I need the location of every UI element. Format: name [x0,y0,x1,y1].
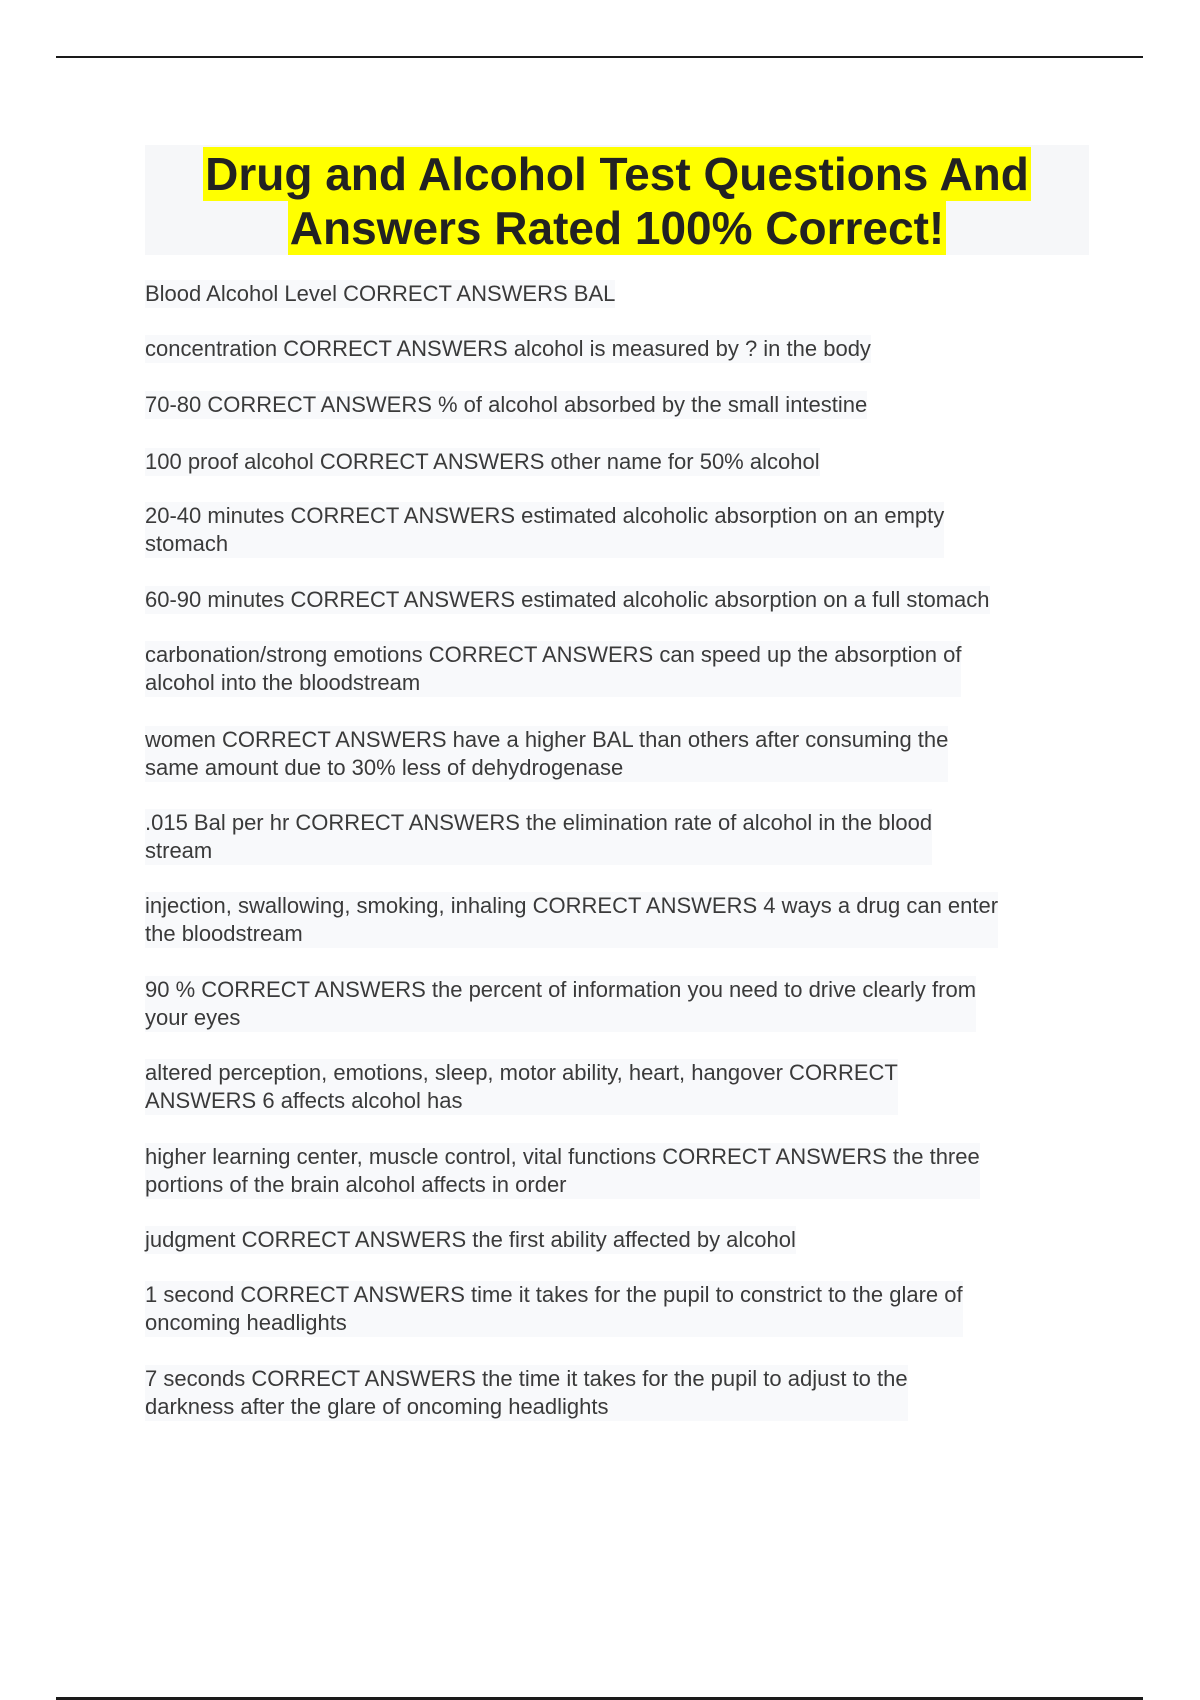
title-line-1: Drug and Alcohol Test Questions And [205,148,1029,200]
qa-item [145,726,948,782]
qa-line: 90 % CORRECT ANSWERS the percent of information you need to drive clearly from [145,977,977,1002]
qa-line: the bloodstream [145,921,303,946]
qa-line: ANSWERS 6 affects alcohol has [145,1088,463,1113]
qa-line: judgment CORRECT ANSWERS the first ability affected by alcohol [145,1227,796,1252]
qa-line: 100 proof alcohol CORRECT ANSWERS other name for 50% alcohol [145,449,820,474]
qa-line: alcohol into the bloodstream [145,670,421,695]
qa-line: darkness after the glare of oncoming headlights [145,1394,609,1419]
qa-item [145,976,976,1032]
qa-line: same amount due to 30% less of dehydrogenase [145,755,624,780]
qa-line: 1 second CORRECT ANSWERS time it takes for the pupil to constrict to the glare of [145,1282,963,1307]
document-title [145,145,1089,255]
qa-item [145,502,944,558]
qa-line: carbonation/strong emotions CORRECT ANSWERS can speed up the absorption of [145,642,962,667]
qa-line: 60-90 minutes CORRECT ANSWERS estimated alcoholic absorption on a full stomach [145,587,990,612]
qa-line: 7 seconds CORRECT ANSWERS the time it takes for the pupil to adjust to the [145,1366,908,1391]
qa-line: concentration CORRECT ANSWERS alcohol is measured by ? in the body [145,336,871,361]
qa-item [145,335,871,363]
qa-line: stream [145,838,213,863]
top-rule [56,56,1143,58]
qa-line: 70-80 CORRECT ANSWERS % of alcohol absorbed by the small intestine [145,392,868,417]
qa-line: higher learning center, muscle control, vital functions CORRECT ANSWERS the three [145,1144,980,1169]
qa-item [145,1365,908,1421]
qa-line: 20-40 minutes CORRECT ANSWERS estimated alcoholic absorption on an empty [145,503,945,528]
qa-item [145,1143,980,1199]
qa-line: .015 Bal per hr CORRECT ANSWERS the elimination rate of alcohol in the blood [145,810,933,835]
qa-item [145,280,615,308]
qa-line: oncoming headlights [145,1310,347,1335]
title-line-2: Answers Rated 100% Correct! [289,202,945,254]
qa-item [145,892,998,948]
qa-item [145,809,932,865]
qa-line: your eyes [145,1005,241,1030]
qa-item [145,1059,898,1115]
qa-item [145,641,961,697]
qa-item [145,448,820,476]
qa-line: women CORRECT ANSWERS have a higher BAL than others after consuming the [145,727,949,752]
qa-line: stomach [145,531,229,556]
qa-item [145,1281,963,1337]
qa-line: altered perception, emotions, sleep, motor ability, heart, hangover CORRECT [145,1060,898,1085]
qa-line: Blood Alcohol Level CORRECT ANSWERS BAL [145,281,616,306]
qa-line: portions of the brain alcohol affects in order [145,1172,567,1197]
qa-item [145,391,867,419]
qa-line: injection, swallowing, smoking, inhaling CORRECT ANSWERS 4 ways a drug can enter [145,893,999,918]
qa-item [145,1226,796,1254]
qa-item [145,586,990,614]
